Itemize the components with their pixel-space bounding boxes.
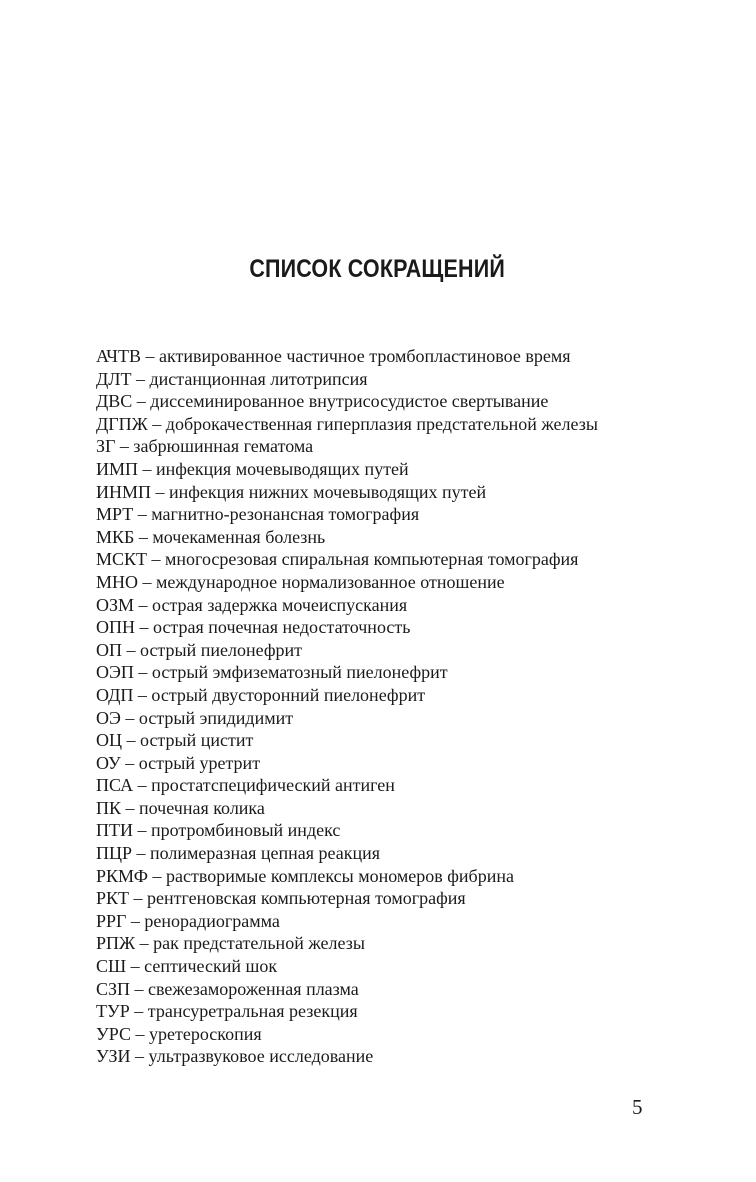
list-item: ЗГ – забрюшинная гематома xyxy=(96,436,314,457)
list-item: ДВС – диссеминированное внутрисосудистое свертывание xyxy=(96,391,549,412)
list-item: ОДП – острый двусторонний пиелонефрит xyxy=(96,684,426,705)
list-item: ИМП – инфекция мочевыводящих путей xyxy=(96,458,409,479)
list-item: ОЭП – острый эмфизематозный пиелонефрит xyxy=(96,662,448,683)
list-item: ПЦР – полимеразная цепная реакция xyxy=(96,843,381,864)
list-item: ДЛТ – дистанционная литотрипсия xyxy=(96,368,368,389)
list-item: ПК – почечная колика xyxy=(96,797,265,818)
list-item: ПСА – простатспецифический антиген xyxy=(96,775,395,796)
list-item: ОЗМ – острая задержка мочеиспускания xyxy=(96,594,408,615)
list-item: ИНМП – инфекция нижних мочевыводящих путей xyxy=(96,481,487,502)
list-item: ПТИ – протромбиновый индекс xyxy=(96,820,341,841)
page-title: СПИСОК СОКРАЩЕНИЙ xyxy=(249,255,505,283)
list-item: СЗП – свежезамороженная плазма xyxy=(96,978,359,999)
page-number: 5 xyxy=(632,1095,643,1119)
list-item: ОЭ – острый эпидидимит xyxy=(96,707,294,728)
list-item: УЗИ – ультразвуковое исследование xyxy=(96,1046,374,1067)
list-item: МСКТ – многосрезовая спиральная компьютерная томография xyxy=(96,549,579,570)
list-item: АЧТВ – активированное частичное тромбопластиновое время xyxy=(96,346,571,366)
list-item: УРС – уретероскопия xyxy=(96,1023,262,1044)
list-item: СШ – септический шок xyxy=(96,956,278,977)
list-item: РКМФ – растворимые комплексы мономеров фибрина xyxy=(96,865,514,886)
list-item: ТУР – трансуретральная резекция xyxy=(96,1001,358,1022)
list-item: ОЦ – острый цистит xyxy=(96,730,254,751)
list-item: ОПН – острая почечная недостаточность xyxy=(96,617,411,638)
list-item: МНО – международное нормализованное отношение xyxy=(96,571,505,592)
list-item: МКБ – мочекаменная болезнь xyxy=(96,526,326,547)
list-item: РКТ – рентгеновская компьютерная томография xyxy=(96,888,466,909)
list-item: ДГПЖ – доброкачественная гиперплазия предстательной железы xyxy=(96,413,598,434)
list-item: МРТ – магнитно-резонансная томография xyxy=(96,504,420,525)
abbreviation-list xyxy=(96,345,696,1068)
list-item: РПЖ – рак предстательной железы xyxy=(96,933,365,954)
list-item: ОП – острый пиелонефрит xyxy=(96,639,302,660)
list-item: РРГ – ренорадиограмма xyxy=(96,910,280,931)
list-item: ОУ – острый уретрит xyxy=(96,752,261,773)
